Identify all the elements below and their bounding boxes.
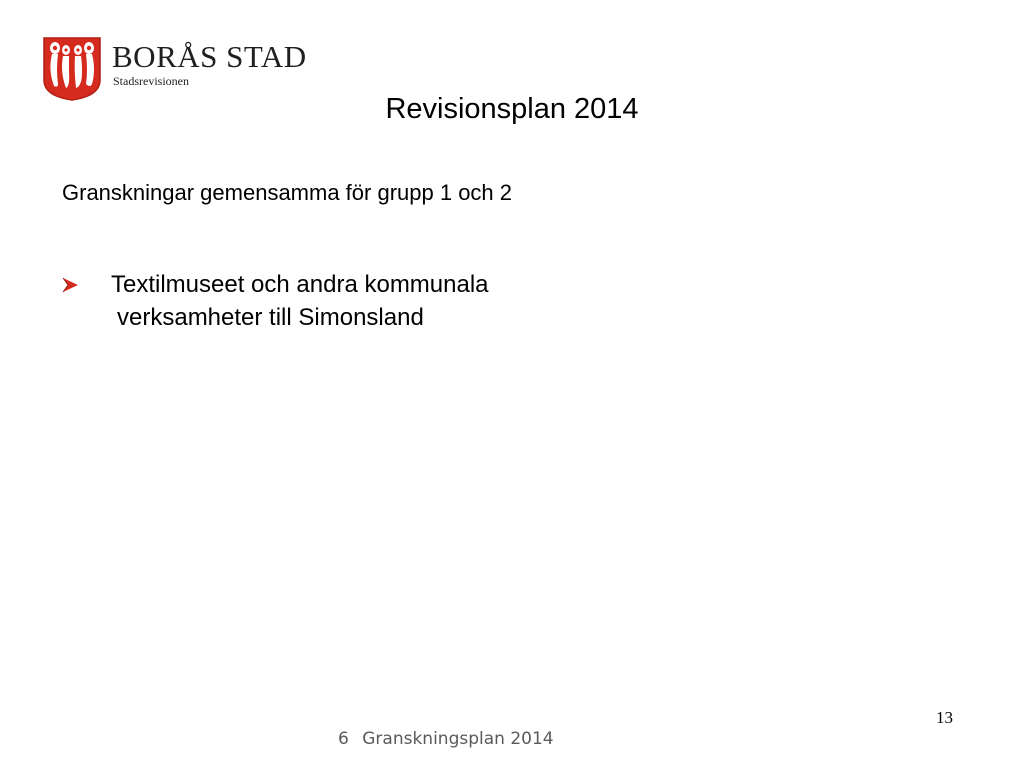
footer-label: Granskningsplan 2014 (362, 729, 554, 749)
footer (338, 729, 554, 749)
bullet-text-line-2: verksamheter till Simonsland (117, 304, 424, 331)
arrow-bullet-icon (62, 277, 79, 293)
footer-number: 6 (338, 729, 349, 749)
bullet-item (62, 268, 762, 334)
logo-name: BORÅS STAD (112, 39, 307, 74)
bullet-text-line-1: Textilmuseet och andra kommunala (111, 271, 489, 298)
slide-subtitle: Granskningar gemensamma för grupp 1 och 2 (62, 180, 513, 205)
logo-subtitle: Stadsrevisionen (113, 74, 189, 88)
bullet-list (62, 268, 762, 334)
slide-title: Revisionsplan 2014 (385, 93, 639, 125)
page-number: 13 (936, 708, 953, 727)
